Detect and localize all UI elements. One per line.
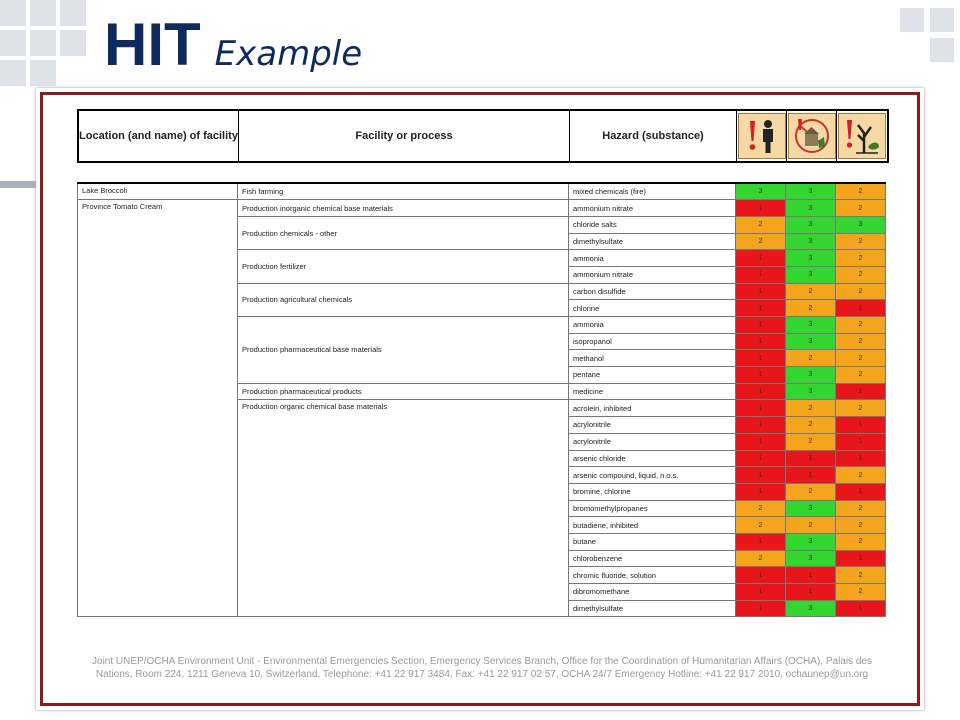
document-panel [36, 88, 924, 710]
score-cell: 2 [786, 300, 836, 317]
score-cell: 3 [786, 200, 836, 217]
score-cell: 3 [786, 533, 836, 550]
substance-cell: dibromomethane [569, 584, 736, 601]
substance-cell: ammonia [569, 317, 736, 334]
location-cell: Province Tomato Cream [78, 200, 238, 617]
score-cell: 2 [836, 266, 886, 283]
table-header [77, 109, 889, 163]
score-cell: 3 [786, 183, 836, 200]
substance-cell: butadiene, inhibited [569, 517, 736, 534]
score-cell: 2 [786, 400, 836, 417]
substance-cell: bromomethylpropanes [569, 500, 736, 517]
score-cell: 1 [786, 450, 836, 467]
substance-cell: medicine [569, 383, 736, 400]
score-cell: 2 [836, 517, 886, 534]
table-row [78, 183, 886, 200]
header-location: Location (and name) of facility [79, 111, 239, 161]
score-cell: 1 [786, 467, 836, 484]
score-cell: 1 [836, 483, 886, 500]
score-cell: 3 [786, 233, 836, 250]
slide-title [104, 10, 362, 79]
substance-cell: chlorobenzene [569, 550, 736, 567]
score-cell: 1 [736, 400, 786, 417]
score-cell: 2 [786, 483, 836, 500]
substance-cell: butane [569, 533, 736, 550]
score-cell: 2 [786, 517, 836, 534]
score-cell: 1 [736, 584, 786, 601]
score-cell: 2 [836, 567, 886, 584]
score-cell: 2 [836, 350, 886, 367]
score-cell: 1 [736, 567, 786, 584]
score-cell: 3 [786, 250, 836, 267]
score-cell: 1 [736, 417, 786, 434]
score-cell: 3 [786, 383, 836, 400]
substance-cell: arsenic chloride [569, 450, 736, 467]
score-cell: 2 [836, 533, 886, 550]
score-cell: 1 [736, 483, 786, 500]
header-facility: Facility or process [239, 111, 570, 161]
score-cell: 1 [736, 266, 786, 283]
score-cell: 2 [736, 517, 786, 534]
substance-cell: methanol [569, 350, 736, 367]
decor-square [30, 0, 56, 26]
location-cell: Lake Broccoli [78, 183, 238, 200]
score-cell: 2 [786, 433, 836, 450]
score-cell: 1 [736, 250, 786, 267]
decor-square [930, 8, 954, 32]
substance-cell: bromine, chlorine [569, 483, 736, 500]
score-cell: 1 [836, 450, 886, 467]
score-cell: 1 [736, 283, 786, 300]
decor-square [60, 0, 86, 26]
substance-cell: carbon disulfide [569, 283, 736, 300]
score-cell: 2 [836, 584, 886, 601]
score-cell: 2 [836, 283, 886, 300]
score-cell: 1 [836, 550, 886, 567]
score-cell: 3 [786, 600, 836, 617]
header-icon-environment [837, 111, 887, 161]
decor-square [60, 30, 86, 56]
substance-cell: ammonium nitrate [569, 266, 736, 283]
decor-line [0, 181, 36, 188]
score-cell: 1 [836, 433, 886, 450]
facility-cell: Production organic chemical base materials [238, 400, 569, 617]
score-cell: 1 [836, 383, 886, 400]
substance-cell: ammonium nitrate [569, 200, 736, 217]
score-cell: 3 [786, 550, 836, 567]
score-cell: 2 [836, 400, 886, 417]
header-hazard: Hazard (substance) [570, 111, 737, 161]
score-cell: 2 [836, 467, 886, 484]
score-cell: 1 [736, 300, 786, 317]
score-cell: 1 [736, 450, 786, 467]
facility-cell: Fish farming [238, 183, 569, 200]
score-cell: 1 [836, 300, 886, 317]
score-cell: 2 [836, 250, 886, 267]
facility-cell: Production fertilizer [238, 250, 569, 283]
score-cell: 1 [736, 600, 786, 617]
score-cell: 2 [736, 216, 786, 233]
decor-square [900, 8, 924, 32]
person-hazard-icon [738, 113, 786, 159]
score-cell: 2 [736, 500, 786, 517]
score-cell: 1 [786, 567, 836, 584]
score-cell: 1 [736, 533, 786, 550]
score-cell: 3 [786, 216, 836, 233]
score-cell: 3 [786, 367, 836, 384]
environment-hazard-icon [838, 113, 886, 159]
substance-cell: chlorine [569, 300, 736, 317]
score-cell: 2 [836, 367, 886, 384]
facility-cell: Production agricultural chemicals [238, 283, 569, 316]
score-cell: 3 [786, 333, 836, 350]
score-cell: 3 [786, 266, 836, 283]
score-cell: 1 [736, 433, 786, 450]
substance-cell: ammonia [569, 250, 736, 267]
facility-cell: Production pharmaceutical base materials [238, 317, 569, 384]
score-cell: 3 [836, 216, 886, 233]
score-cell: 2 [836, 183, 886, 200]
substance-cell: isopropanol [569, 333, 736, 350]
slide-title-main: HIT [104, 11, 201, 78]
substance-cell: acrylonitrile [569, 433, 736, 450]
score-cell: 2 [786, 417, 836, 434]
score-cell: 2 [836, 500, 886, 517]
substance-cell: chromic fluoride, solution [569, 567, 736, 584]
decor-square [30, 60, 56, 86]
score-cell: 3 [786, 500, 836, 517]
score-cell: 1 [786, 584, 836, 601]
property-hazard-icon [788, 113, 836, 159]
score-cell: 2 [786, 283, 836, 300]
footer-text: Joint UNEP/OCHA Environment Unit - Environmental Emergencies Section, Emergency Services Branch, Office for the Coordination of Humanitarian Affairs (OCHA), Palais des Nations, Room 224, 1211 Geneva 10, Switzerland, Telephone: +41 22 917 3484, Fax: +41 22 917 02 57, OCHA 24/7 Emergency Hotline: +41 22 917 2010, ochaunep@un.org [92, 656, 872, 680]
header-icon-property [787, 111, 837, 161]
score-cell: 1 [836, 417, 886, 434]
score-cell: 2 [836, 233, 886, 250]
decor-square [0, 0, 26, 26]
score-cell: 2 [836, 333, 886, 350]
table-row [78, 200, 886, 217]
header-icon-people [737, 111, 787, 161]
score-cell: 3 [736, 183, 786, 200]
slide-title-sub: Example [214, 34, 363, 74]
substance-cell: pentane [569, 367, 736, 384]
substance-cell: arsenic compound, liquid, n.o.s. [569, 467, 736, 484]
score-cell: 1 [836, 600, 886, 617]
score-cell: 2 [736, 550, 786, 567]
substance-cell: acrylonitrile [569, 417, 736, 434]
score-cell: 2 [836, 200, 886, 217]
hazard-table [77, 182, 886, 617]
decor-square [0, 30, 26, 56]
score-cell: 2 [736, 233, 786, 250]
decor-square [30, 30, 56, 56]
score-cell: 3 [786, 317, 836, 334]
score-cell: 2 [786, 350, 836, 367]
score-cell: 2 [836, 317, 886, 334]
score-cell: 1 [736, 317, 786, 334]
substance-cell: dimethylsulfate [569, 233, 736, 250]
score-cell: 1 [736, 383, 786, 400]
substance-cell: acrolein, inhibited [569, 400, 736, 417]
facility-cell: Production pharmaceutical products [238, 383, 569, 400]
substance-cell: dimethylsulfate [569, 600, 736, 617]
decor-square [0, 60, 26, 86]
decor-square [930, 38, 954, 62]
substance-cell: chloride salts [569, 216, 736, 233]
score-cell: 1 [736, 467, 786, 484]
score-cell: 1 [736, 350, 786, 367]
score-cell: 1 [736, 367, 786, 384]
substance-cell: mixed chemicals (fire) [569, 183, 736, 200]
facility-cell: Production inorganic chemical base materials [238, 200, 569, 217]
score-cell: 1 [736, 333, 786, 350]
score-cell: 1 [736, 200, 786, 217]
facility-cell: Production chemicals - other [238, 216, 569, 249]
